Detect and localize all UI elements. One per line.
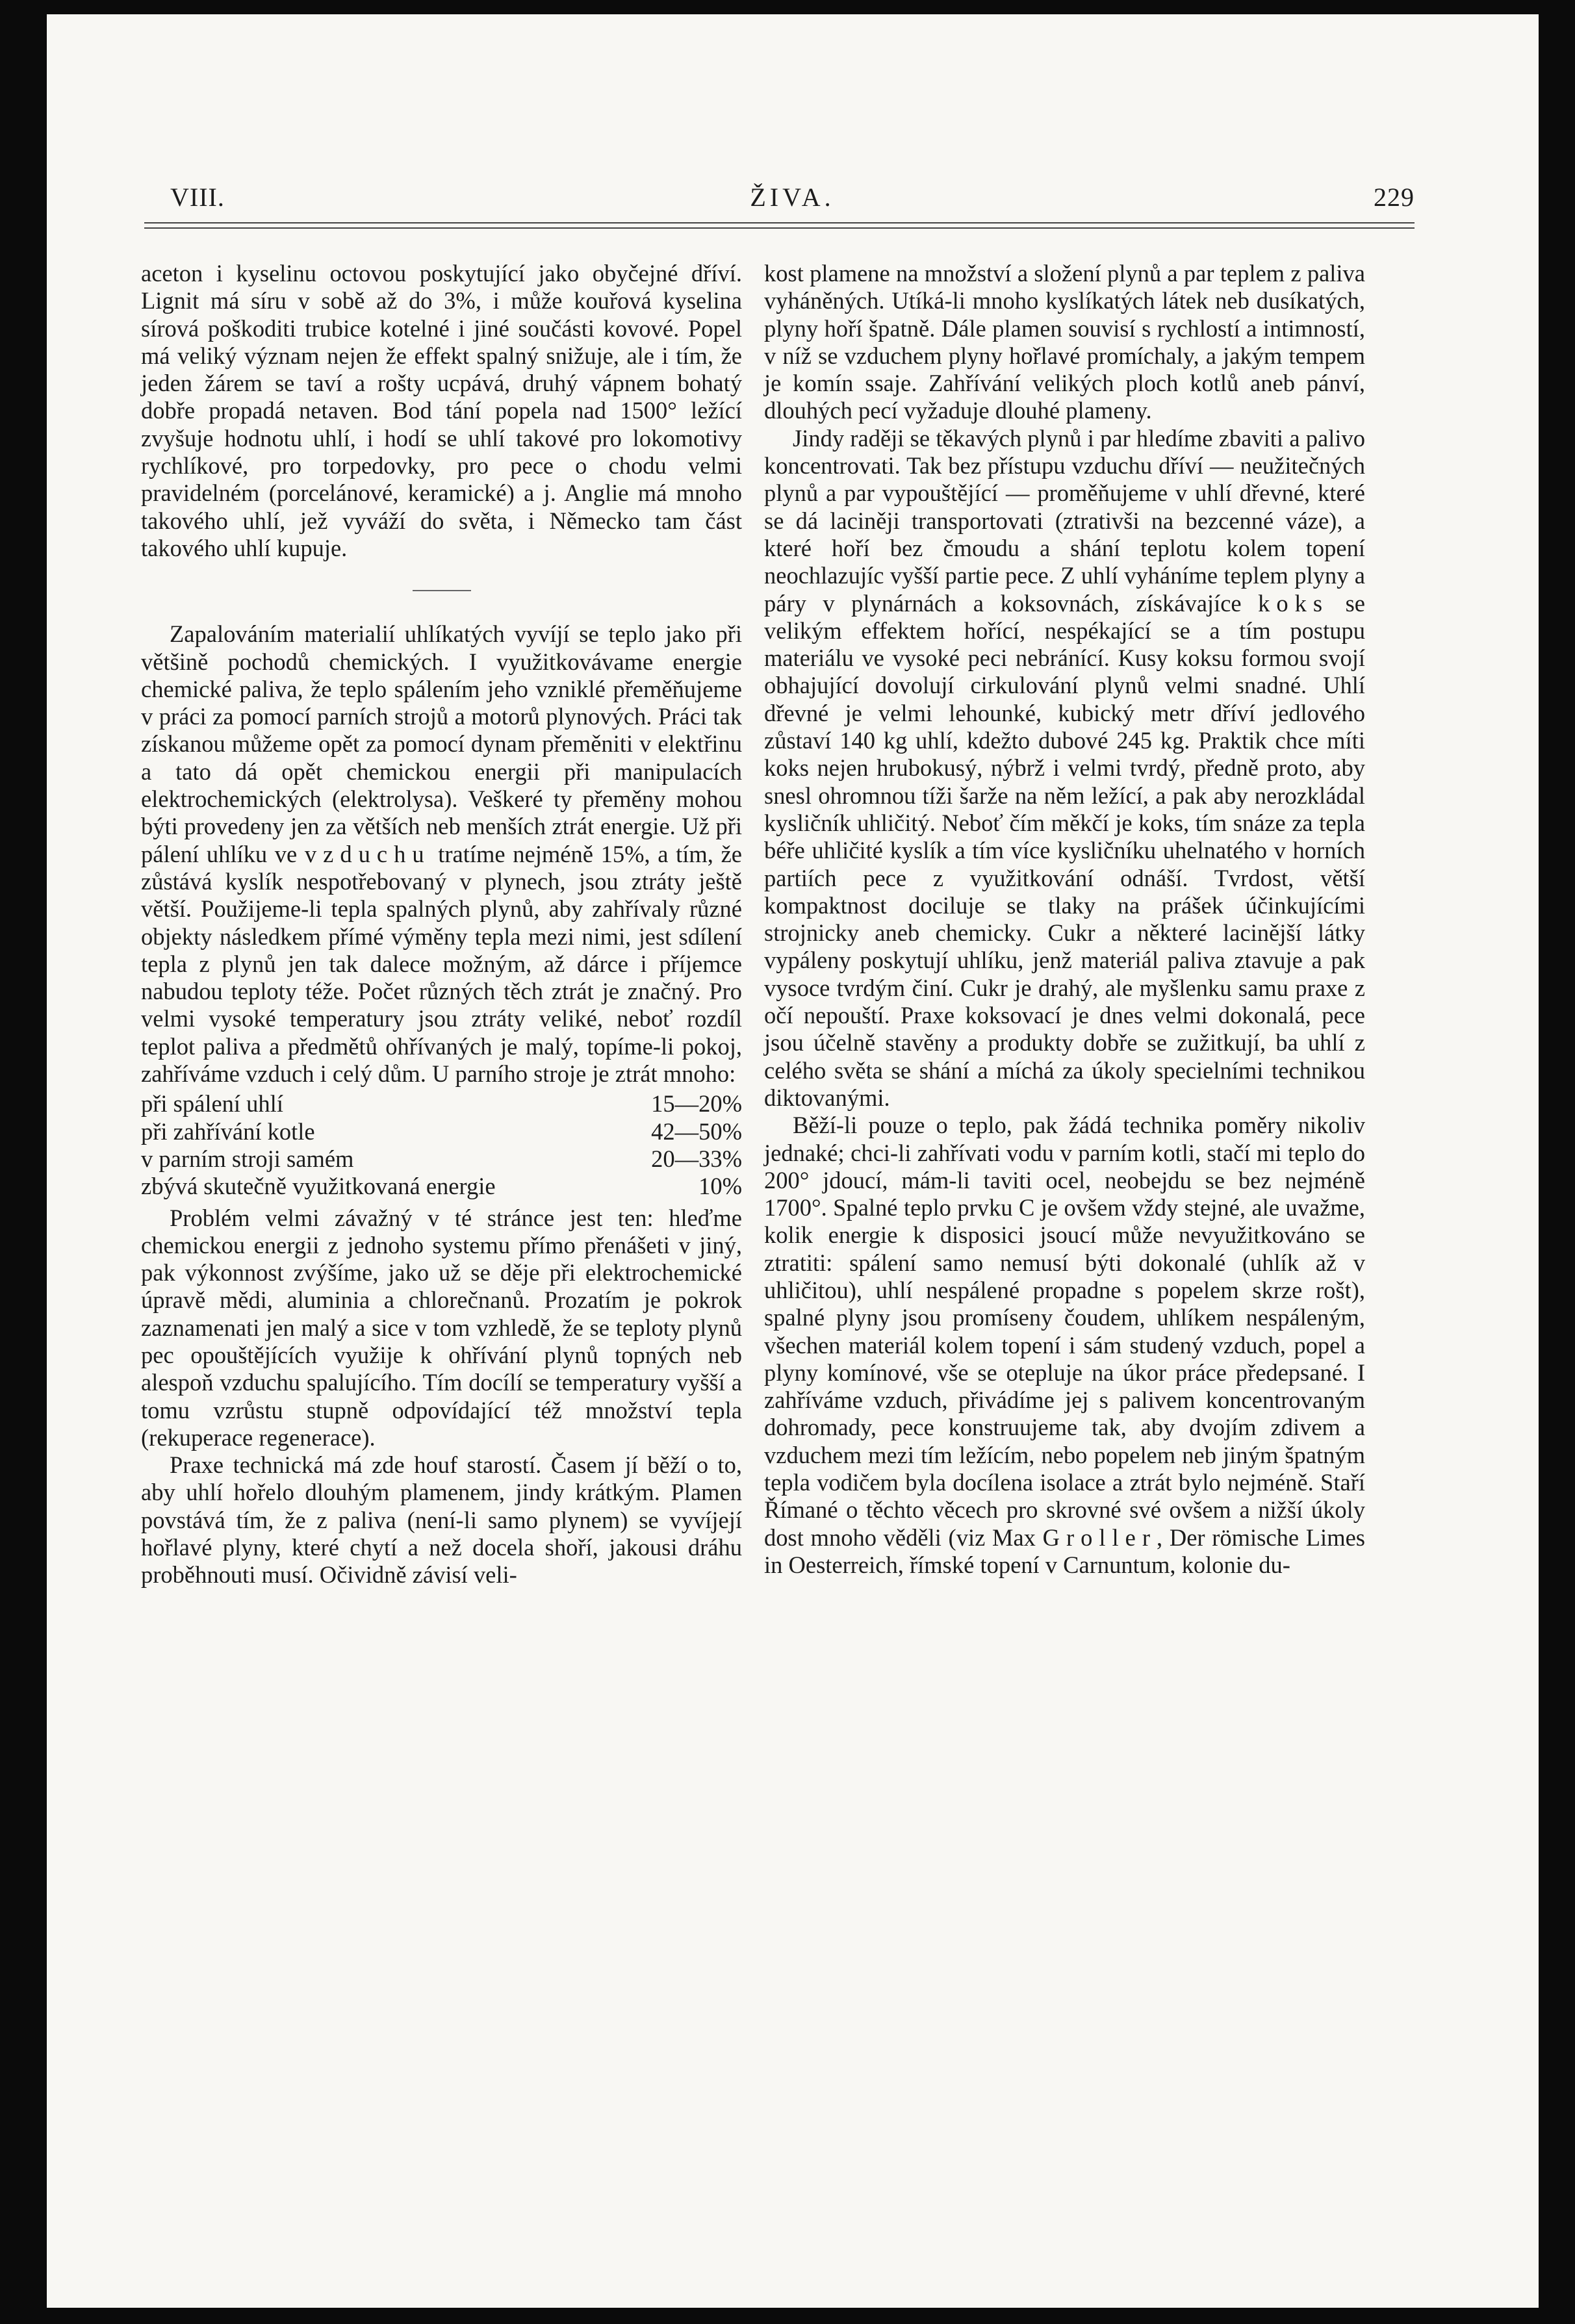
journal-title: ŽIVA. bbox=[750, 183, 835, 212]
paragraph: Problém velmi závažný v té stránce jest ten: hleďme chemickou energii z jednoho systemu přímo přenášeti v jiný, pak výkonnost zvýšíme, jako už se děje při elektrochemické úpravě mědi, aluminia a chlorečnanů. Prozatím je pokrok zaznamenati jen malý a sice v tom vzhledě, že se teploty plynů pec opouštějících využije k ohřívání plynů topných neb alespoň vzduchu spalujícího. Tím docílí se temperatury vyšší a tomu vzrůstu stupně odpovídající též množství tepla (rekuperace regenerace). bbox=[141, 1204, 742, 1451]
loss-value: 10% bbox=[698, 1173, 742, 1200]
paragraph: aceton i kyselinu octovou poskytující jako obyčejné dříví. Lignit má síru v sobě až do 3%, i může kouřová kyselina sírová poškoditi trubice kotelné i jiné součásti kovové. Popel má veliký význam nejen že effekt spalný snižuje, ale i tím, že jeden žárem se taví a rošty ucpává, druhý vápnem bohatý dobře propadá netaven. Bod tání popela nad 1500° ležící zvyšuje hodnotu uhlí, i hodí se uhlí takové pro lokomotivy rychlíkové, pro torpedovky, pro pece o chodu velmi pravidelném (porcelánové, keramické) a j. Anglie má mnoho takového uhlí, jež vyváží do světa, i Německo tam část takového uhlí kupuje. bbox=[141, 260, 742, 561]
paragraph: kost plamene na množství a složení plynů a par teplem z paliva vyháněných. Utíká-li mnoho kyslíkatých látek neb dusíkatých, plyny hoří špatně. Dále plamen souvisí s rychlostí a intimností, v níž se vzduchem plyny hořlavé promíchaly, a jakým tempem je komín ssaje. Zahřívání velikých ploch kotlů aneb pánví, dlouhých pecí vyžaduje dlouhé plameny. bbox=[764, 260, 1365, 424]
volume-number: VIII. bbox=[170, 183, 225, 212]
paragraph: Zapalováním materialií uhlíkatých vyvíjí se teplo jako při většině pochodů chemických. I využitkovávame energie chemické paliva, že teplo spálením jeho vzniklé přeměňujeme v práci za pomocí parních strojů a motorů plynových. Práci tak získanou můžeme opět za pomocí dynam přeměniti v elektřinu a tato dá opět chemickou energii při manipulacích elektrochemických (elektrolysa). Veškeré ty přeměny mohou býti provedeny jen za větších neb menších ztrát energie. Už při pálení uhlíku ve vzduchu tratíme nejméně 15%, a tím, že zůstává kyslík nespotřebovaný v plynech, jsou ztráty ještě větší. Použijeme-li tepla spalných plynů, aby zahřívaly různé objekty následkem přímé výměny tepla mezi nimi, jest sdílení tepla z plynů jen tak dalece možným, až dárce i příjemce nabudou teploty téže. Počet různých těch ztrát je značný. Pro velmi vysoké temperatury jsou ztráty veliké, neboť rozdíl teplot paliva a předmětů ohřívaných je malý, topíme-li pokoj, zahříváme vzduch i celý dům. U parního stroje je ztrát mnoho: bbox=[141, 620, 742, 1088]
loss-label: při spálení uhlí bbox=[141, 1090, 283, 1117]
paragraph: Jindy raději se těkavých plynů i par hledíme zbaviti a palivo koncentrovati. Tak bez přístupu vzduchu dříví — neužitečných plynů a par vypouštějící — proměňujeme v uhlí dřevné, které se dá laciněji transportovati (ztrativši na bezcenné váze), a které hoří bez čmoudu a shání teplotu kolem topení neochlazujíc vyšší partie pece. Z uhlí vyháníme teplem plyny a páry v plynárnách a koksovnách, získávajíce koks se velikým effektem hořící, nespékající se a tím postupu materiálu ve vysoké peci nebránící. Kusy koksu formou svojí obhajující dovolují cirkulování plynů velmi snadné. Uhlí dřevné je velmi lehounké, kubický metr dříví jedlového zůstaví 140 kg uhlí, kdežto dubové 245 kg. Praktik chce míti koks nejen hrubokusý, nýbrž i velmi tvrdý, předně proto, aby snesl ohromnou tíži šarže na něm ležící, a pak aby nerozkládal kysličník uhličitý. Neboť čím měkčí je koks, tím snáze za tepla béře uhličité kyslík a tím více kysličníku uhelnatého v horních partiích pece z využitkování odnáší. Tvrdost, větší kompaktnost docilujе se tlaky na prášek účinkujícími strojnicky aneb chemicky. Cukr a některé lacinější látky vypáleny poskytují uhlíku, jenž materiál paliva ztavuje a pak vysoce tvrdým činí. Cukr je drahý, ale myšlenku samu praxe z očí nepouští. Praxe koksovací je dnes velmi dokonalá, pece jsou účelně stavěny a produkty dobře se zužitkují, ba uhlí z celého světa se shání a míchá za úkoly specielními technikou diktovanými. bbox=[764, 424, 1366, 1111]
paragraph: Praxe technická má zde houf starostí. Časem jí běží o to, aby uhlí hořelo dlouhým plamenem, jindy krátkým. Plamen povstává tím, že z paliva (není-li samo plynem) se vyvíjejí hořlavé plyny, které chytí a než docela shoří, jakousi dráhu proběhnouti musí. Očividně závisí veli- bbox=[141, 1451, 742, 1589]
section-separator bbox=[141, 570, 742, 583]
running-header bbox=[170, 169, 1415, 221]
loss-value: 20—33% bbox=[651, 1145, 742, 1172]
table-row bbox=[141, 1145, 742, 1173]
paragraph: Běží-li pouze o teplo, pak žádá technika poměry nikoliv jednaké; chci-li zahřívati vodu v parním kotli, stačí mi teplo do 200° jdoucí, mám-li taviti ocel, neobejdu se bez nejméně 1700°. Spalné teplo prvku C je ovšem vždy stejné, ale uvažme, kolik energie k disposici jsoucí může nevyužitkováno se ztratiti: spálení samo nemusí býti dokonalé (uhlík až v uhličitou), uhlí nespálené propadne s popelem skrze rošt), spalné plyny jsou promíseny čoudem, uhlíkem nespáleným, všechen materiál kolem topení i sám studený vzduch, popel a plyny komínové, vše se otepluje na úkor práce předepsané. I zahříváme vzduch, přivádíme jej s palivem koncentrovaným dohromady, pece konstruujeme tak, aby dvojím zdivem a vzduchem mezi tím ležícím, nebo popelem neb jiným špatným tepla vodičem byla docílena isolace a ztrát bylo nejméně. Staří Římané o těchto věcech pro skrovné své ovšem a nižší úkoly dost mnoho věděli (viz Max Groller, Der römische Limes in Oesterreich, římské topení v Carnuntum, kolonie du- bbox=[764, 1112, 1365, 1578]
loss-label: při zahřívání kotle bbox=[141, 1117, 315, 1145]
page bbox=[47, 14, 1539, 2308]
loss-label: v parním stroji samém bbox=[141, 1145, 354, 1172]
left-column bbox=[141, 260, 742, 1589]
loss-value: 15—20% bbox=[651, 1090, 742, 1117]
energy-loss-table bbox=[141, 1090, 742, 1200]
loss-value: 42—50% bbox=[651, 1117, 742, 1145]
table-row bbox=[141, 1090, 742, 1117]
table-row bbox=[141, 1118, 742, 1145]
table-row bbox=[141, 1173, 742, 1200]
right-column bbox=[764, 260, 1365, 1579]
page-number: 229 bbox=[1374, 183, 1415, 212]
loss-label: zbývá skutečně využitkovaná energie bbox=[141, 1173, 496, 1200]
header-rule bbox=[144, 222, 1415, 229]
